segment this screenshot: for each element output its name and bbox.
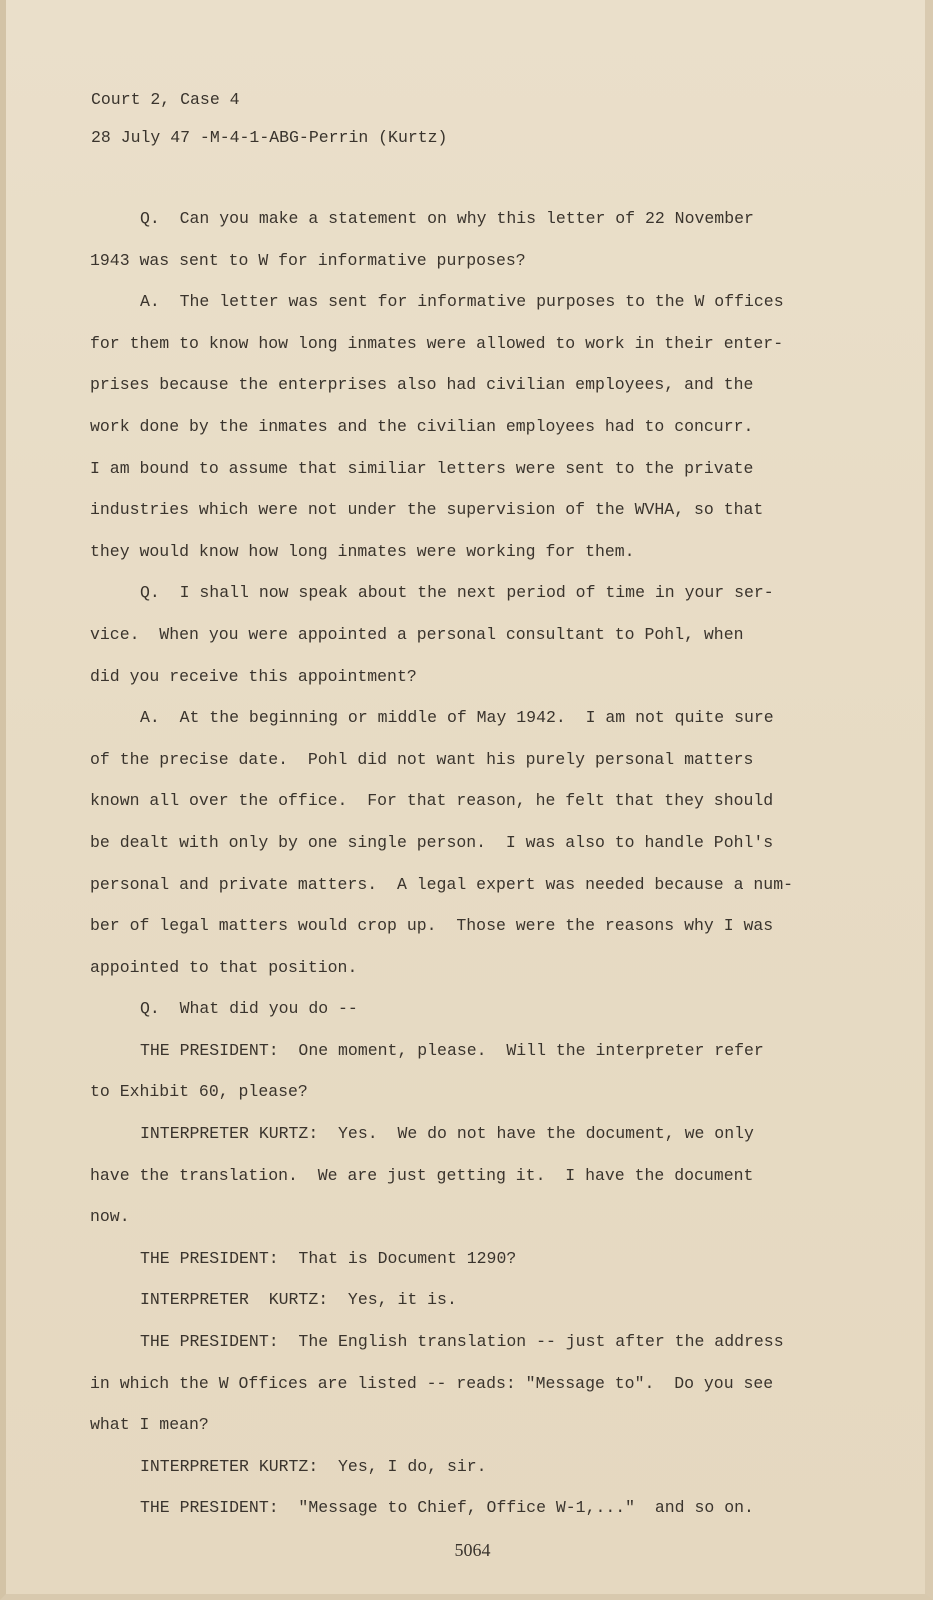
transcript-line: I am bound to assume that similiar letters were sent to the private <box>90 458 754 478</box>
transcript-line: Q. What did you do -- <box>140 999 358 1019</box>
header-date-reference: 28 July 47 -M-4-1-ABG-Perrin (Kurtz) <box>91 128 448 147</box>
transcript-line: of the precise date. Pohl did not want his purely personal matters <box>90 749 754 769</box>
transcript-line: A. At the beginning or middle of May 1942. I am not quite sure <box>140 708 774 728</box>
transcript-line: personal and private matters. A legal expert was needed because a num- <box>90 874 794 894</box>
transcript-line: industries which were not under the supervision of the WVHA, so that <box>90 500 764 520</box>
transcript-line: known all over the office. For that reason, he felt that they should <box>90 791 774 811</box>
page-number: 5064 <box>454 1540 491 1560</box>
transcript-line: ber of legal matters would crop up. Those were the reasons why I was <box>90 916 774 936</box>
transcript-line: be dealt with only by one single person. I was also to handle Pohl's <box>90 832 774 852</box>
transcript-line: THE PRESIDENT: The English translation -- just after the address <box>140 1332 784 1352</box>
transcript-body <box>90 205 830 1536</box>
transcript-line: 1943 was sent to W for informative purposes? <box>90 250 526 270</box>
transcript-line: did you receive this appointment? <box>90 666 417 686</box>
transcript-line: INTERPRETER KURTZ: Yes, I do, sir. <box>140 1456 487 1476</box>
transcript-line: to Exhibit 60, please? <box>90 1082 308 1102</box>
transcript-line: prises because the enterprises also had civilian employees, and the <box>90 375 754 395</box>
transcript-line: THE PRESIDENT: That is Document 1290? <box>140 1248 517 1268</box>
transcript-line: they would know how long inmates were working for them. <box>90 541 635 561</box>
transcript-line: THE PRESIDENT: One moment, please. Will the interpreter refer <box>140 1040 764 1060</box>
transcript-line: have the translation. We are just getting it. I have the document <box>90 1165 754 1185</box>
transcript-line: A. The letter was sent for informative purposes to the W offices <box>140 292 784 312</box>
document-header <box>91 86 447 162</box>
transcript-line: in which the W Offices are listed -- reads: "Message to". Do you see <box>90 1373 774 1393</box>
transcript-line: for them to know how long inmates were allowed to work in their enter- <box>90 333 784 353</box>
transcript-line: THE PRESIDENT: "Message to Chief, Office W-1,..." and so on. <box>140 1498 754 1518</box>
transcript-line: work done by the inmates and the civilian employees had to concurr. <box>90 416 754 436</box>
transcript-line: INTERPRETER KURTZ: Yes, it is. <box>140 1290 457 1310</box>
transcript-line: what I mean? <box>90 1415 209 1435</box>
transcript-line: Q. I shall now speak about the next period of time in your ser- <box>140 583 774 603</box>
transcript-line: appointed to that position. <box>90 957 358 977</box>
transcript-line: INTERPRETER KURTZ: Yes. We do not have the document, we only <box>140 1124 754 1144</box>
transcript-line: vice. When you were appointed a personal consultant to Pohl, when <box>90 624 744 644</box>
transcript-line: now. <box>90 1207 130 1227</box>
header-court-case: Court 2, Case 4 <box>91 90 240 109</box>
transcript-line: Q. Can you make a statement on why this letter of 22 November <box>140 209 754 228</box>
